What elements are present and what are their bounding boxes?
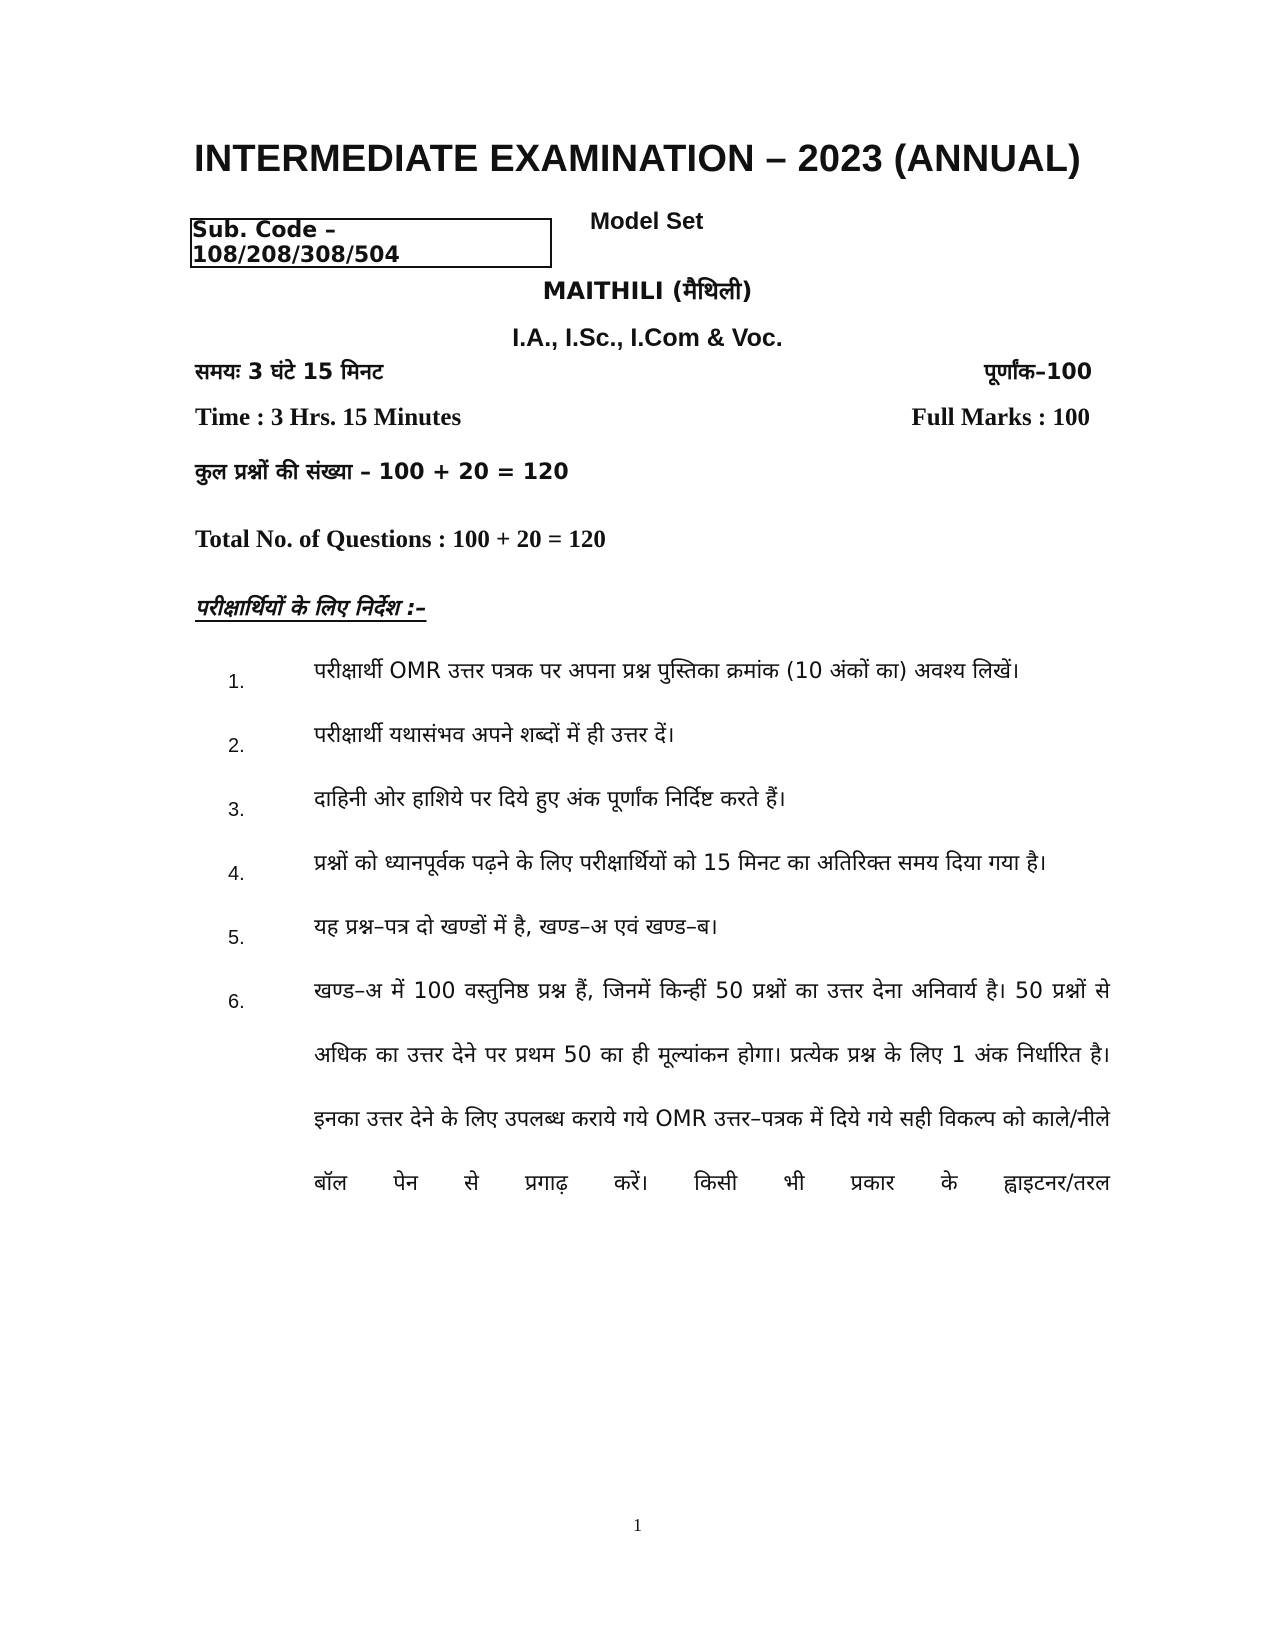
instructions-list [228,650,1110,1216]
instruction-item [228,970,1110,1216]
instructions-heading: परीक्षार्थियों के लिए निर्देश :– [195,596,427,621]
questions-english-row [195,526,1090,554]
instruction-text: परीक्षार्थी OMR उत्तर पत्रक पर अपना प्रश्न पुस्तिका क्रमांक (10 अंकों का) अवश्य लिखें। [314,659,1020,684]
time-marks-english-row [195,404,1090,432]
instruction-number: 1. [228,671,245,693]
page-number: 1 [633,1515,642,1535]
exam-title: INTERMEDIATE EXAMINATION – 2023 (ANNUAL) [194,138,1081,180]
time-hindi: समयः 3 घंटे 15 मिनट [195,360,384,385]
instruction-text: प्रश्नों को ध्यानपूर्वक पढ़ने के लिए परीक्षार्थियों को 15 मिनट का अतिरिक्त समय दिया गया है। [314,851,1047,876]
subject-title: MAITHILI (मैथिली) [542,277,753,305]
sub-code-label: Sub. Code – 108/208/308/504 [192,218,400,268]
marks-english: Full Marks : 100 [911,404,1090,431]
instruction-text: यह प्रश्न–पत्र दो खण्डों में है, खण्ड–अ एवं खण्ड–ब। [314,915,718,940]
questions-hindi-row [195,456,1090,486]
sub-code-box [190,218,552,268]
marks-hindi: पूर्णांक–100 [984,360,1092,385]
time-marks-hindi-row [195,356,1090,386]
instruction-text: दाहिनी ओर हाशिये पर दिये हुए अंक पूर्णांक निर्दिष्ट करते हैं। [314,787,786,812]
instruction-text: खण्ड–अ में 100 वस्तुनिष्ठ प्रश्न हैं, जिनमें किन्हीं 50 प्रश्नों का उत्तर देना अनिवार्य है। 50 प्रश्नों से अधिक का उत्तर देने पर प्रथम 50 का ही मूल्यांकन होगा। प्रत्येक प्रश्न के लिए 1 अंक निर्धारित है। इनका उत्तर देने के लिए उपलब्ध कराये गये OMR उत्तर–पत्रक में दिये गये सही विकल्प को काले/नीले बॉल पेन से प्रगाढ़ करें। किसी भी प्रकार के ह्वाइटनर/तरल [314,979,1110,1196]
questions-english: Total No. of Questions : 100 + 20 = 120 [195,526,606,553]
streams-label: I.A., I.Sc., I.Com & Voc. [512,324,783,352]
questions-hindi: कुल प्रश्नों की संख्या – 100 + 20 = 120 [195,460,569,485]
instruction-number: 2. [228,735,245,757]
instruction-number: 5. [228,927,245,949]
instruction-text: परीक्षार्थी यथासंभव अपने शब्दों में ही उत्तर दें। [314,723,675,748]
instruction-number: 3. [228,799,245,821]
instruction-number: 4. [228,863,245,885]
time-english: Time : 3 Hrs. 15 Minutes [195,404,462,431]
instruction-number: 6. [228,991,245,1013]
model-set-label: Model Set [590,208,704,235]
